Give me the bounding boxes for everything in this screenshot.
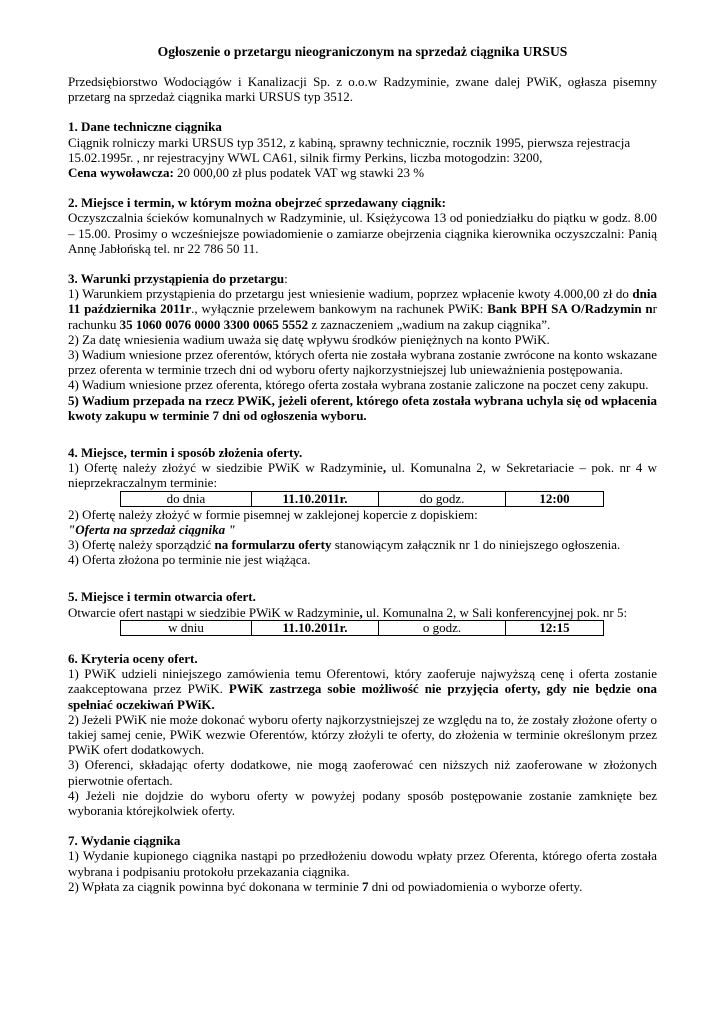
section-3-point-1	[68, 286, 657, 332]
s4-p3-text-a: 3) Ofertę należy sporządzić	[68, 537, 215, 553]
s3-p1-text-e: r rachunku	[68, 301, 657, 332]
s3-p1-text-a: 1) Warunkiem przystąpienia do przetargu jest wniesienie wadium, poprzez wpłacenie kwoty 4.000,00 zł do	[68, 286, 633, 302]
section-5-text	[68, 605, 657, 620]
section-7-point-2	[68, 879, 657, 894]
s4-p3-form: na formularzu oferty	[214, 537, 332, 553]
s7-p2-text-a: 2) Wpłata za ciągnik powinna być dokonana w terminie	[68, 878, 362, 894]
s3-p1-text-c: ., wyłącznie przelewem bankowym na rachunek PWiK:	[191, 301, 488, 317]
section-4-point-1	[68, 460, 657, 490]
section-4-point-3	[68, 537, 657, 552]
submission-time-value: 12:00	[506, 491, 604, 506]
section-7-heading: 7. Wydanie ciągnika	[68, 833, 181, 849]
s5-p1-text-c: ul. Komunalna 2, w Sali konferencyjnej pok. nr 5:	[362, 604, 628, 620]
s3-p1-deadline: dnia 11 października 2011r	[68, 286, 657, 317]
section-2-text: Oczyszczalnia ścieków komunalnych w Radzyminie, ul. Księżycowa 13 od poniedziałku do piątku w godz. 8.00 – 15.00. Prosimy o wcześniejsze powiadomienie o zamiarze obejrzenia ciągnika kierownika oczyszczalni: Panią Annę Jabłońską tel. nr 22 786 50 11.	[68, 210, 657, 256]
section-6-point-4: 4) Jeżeli nie dojdzie do wyboru oferty w powyżej podany sposób postępowanie zostanie zamknięte bez wyborania którejkolwiek oferty.	[68, 787, 657, 818]
section-7-point-1: 1) Wydanie kupionego ciągnika nastąpi po przedłożeniu dowodu wpłaty przez Oferenta, którego oferta została wybrana i podpisaniu protokołu przekazania ciągnika.	[68, 848, 657, 879]
price-label: Cena wywoławcza:	[68, 165, 174, 181]
section-2-heading: 2. Miejsce i termin, w którym można obejrzeć sprzedawany ciągnik:	[68, 195, 446, 211]
s4-p1-comma: ,	[382, 460, 387, 476]
price-line	[68, 165, 657, 180]
section-3-point-4: 4) Wadium wniesione przez oferenta, którego oferta została wybrana zostanie zaliczone na poczet ceny zakupu.	[68, 377, 649, 393]
opening-time-table	[120, 620, 604, 636]
s4-p1-text-c: ul. Komunalna 2, w Sekretariacie – pok. nr 4 w nieprzekraczalnym terminie:	[68, 460, 657, 491]
section-4-point-2: 2) Ofertę należy złożyć w formie pisemnej w zaklejonej kopercie z dopiskiem:	[68, 506, 478, 522]
section-1-heading: 1. Dane techniczne ciągnika	[68, 119, 222, 135]
s4-p1-text-a: 1) Ofertę należy złożyć w siedzibie PWiK w Radzyminie	[68, 460, 383, 476]
opening-date-value: 11.10.2011r.	[252, 620, 379, 635]
section-3-heading-line	[68, 271, 657, 286]
section-4-point-4: 4) Oferta złożona po terminie nie jest wiążąca.	[68, 552, 311, 568]
section-6-point-1	[68, 666, 657, 712]
s3-p1-bank: Bank BPH SA O/Radzymin n	[487, 301, 653, 317]
s7-p2-text-c: dni od powiadomienia o wyborze oferty.	[368, 878, 583, 894]
section-5-heading: 5. Miejsce i termin otwarcia ofert.	[68, 589, 256, 605]
s7-p2-days: 7	[361, 878, 369, 894]
section-3-point-3: 3) Wadium wniesione przez oferentów, których oferta nie została wybrana zostanie zwrócone na konto wskazane przez oferenta w terminie trzech dni od wyboru oferty najkorzystniejszej lub unieważnienia postępowania.	[68, 347, 657, 378]
price-value: 20 000,00 zł plus podatek VAT wg stawki 23 %	[173, 165, 425, 181]
s3-p1-text-g: z zaznaczeniem „wadium na zakup ciągnika”.	[308, 316, 551, 332]
section-3-heading: 3. Warunki przystąpienia do przetargu	[68, 271, 285, 287]
s5-p1-comma: ,	[359, 604, 363, 620]
section-6-point-3: 3) Oferenci, składając oferty dodatkowe, nie mogą zaoferować cen niższych niż zaoferowane w złożonych pierwotnie ofertach.	[68, 757, 657, 788]
section-3-point-5: 5) Wadium przepada na rzecz PWiK, jeżeli oferent, którego ofeta została wybrana uchyla się od wpłacenia kwoty zakupu w terminie 7 dni od ogłoszenia wyboru.	[68, 392, 657, 423]
s5-p1-text-a: Otwarcie ofert nastąpi w siedzibie PWiK w Radzyminie	[68, 604, 360, 620]
submission-time-label: do godz.	[379, 491, 506, 506]
section-4-heading: 4. Miejsce, termin i sposób złożenia oferty.	[68, 445, 303, 461]
submission-date-label: do dnia	[121, 491, 252, 506]
intro-paragraph: Przedsiębiorstwo Wodociągów i Kanalizacji Sp. z o.o.w Radzyminie, zwane dalej PWiK, ogłasza pisemny przetarg na sprzedaż ciągnika marki URSUS typ 3512.	[68, 74, 657, 105]
opening-time-label: o godz.	[379, 620, 506, 635]
document-title: Ogłoszenie o przetargu nieograniczonym na sprzedaż ciągnika URSUS	[157, 44, 568, 59]
s6-p1-text-a: 1) PWiK udzieli niniejszego zamówienia temu Oferentowi, który zaoferuje najwyższą cenę i oferta zostanie zaakceptowana przez PWiK.	[68, 666, 657, 697]
s6-p1-reservation: PWiK zastrzega sobie możliwość nie przyjęcia oferty, gdy nie będzie ona spełniać oczekiwań PWiK.	[68, 681, 658, 712]
document-page	[68, 44, 657, 894]
section-3-heading-colon: :	[284, 271, 288, 287]
submission-date-value: 11.10.2011r.	[252, 491, 379, 506]
section-6-point-2: 2) Jeżeli PWiK nie może dokonać wyboru oferty najkorzystniejszej ze względu na to, że zostały złożone oferty o takiej samej cenie, PWiK wezwie Oferentów, którzy złożyli te oferty, do złożenia w terminie określonym przez PWiK ofert dodatkowych.	[68, 711, 657, 758]
opening-time-value: 12:15	[506, 620, 604, 635]
section-4-envelope-label: "Oferta na sprzedaż ciągnika "	[68, 521, 236, 537]
section-6-heading: 6. Kryteria oceny ofert.	[68, 650, 198, 666]
s3-p1-account-number: 35 1060 0076 0000 3300 0065 5552	[119, 316, 309, 332]
section-1-text: Ciągnik rolniczy marki URSUS typ 3512, z kabiną, sprawny technicznie, rocznik 1995, pierwsza rejestracja 15.02.1995r. , nr rejestracyjny WWL CA61, silnik firmy Perkins, liczba motogodzin: 3200,	[68, 134, 631, 165]
opening-date-label: w dniu	[121, 620, 252, 635]
submission-deadline-table	[120, 491, 604, 507]
section-3-point-2: 2) Za datę wniesienia wadium uważa się datę wpływu środków pieniężnych na konto PWiK.	[68, 331, 550, 347]
s4-p3-text-c: stanowiącym załącznik nr 1 do niniejszego ogłoszenia.	[331, 537, 621, 553]
